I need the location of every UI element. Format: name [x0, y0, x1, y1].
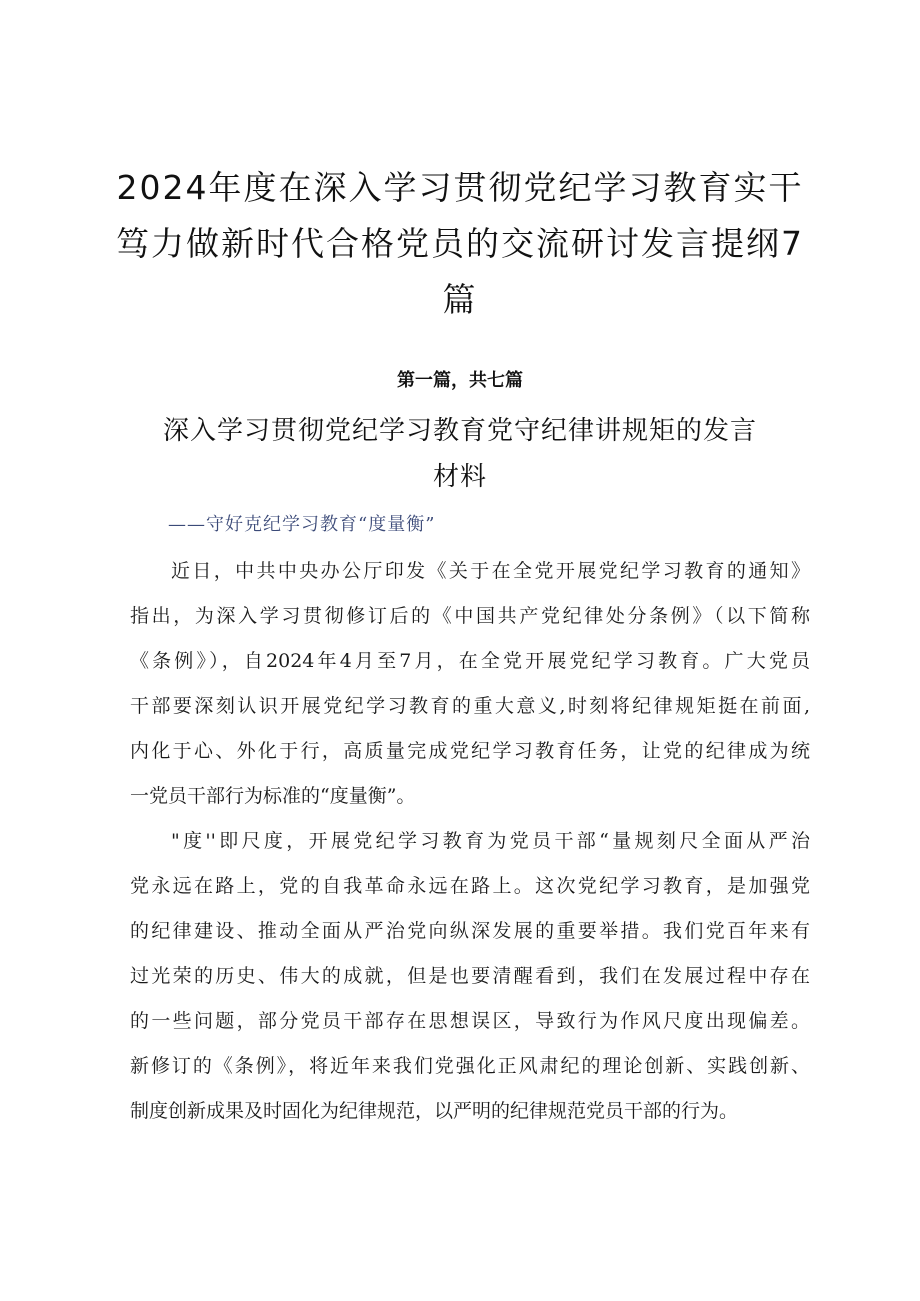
paragraph-line: 近日，中共中央办公厅印发《关于在全党开展党纪学习教育的通知》	[171, 560, 810, 582]
section-label: 第一篇，共七篇	[397, 370, 523, 391]
paragraph-line: 新修订的《条例》，将近年来我们党强化正风肃纪的理论创新、实践创新、	[130, 1055, 810, 1077]
paragraph-line: 一党员干部行为标准的“度量衡”。	[130, 785, 416, 807]
paragraph-line: 制度创新成果及时固化为纪律规范，以严明的纪律规范党员干部的行为。	[130, 1100, 739, 1122]
paragraph-line: 过光荣的历史、伟大的成就，但是也要清醒看到，我们在发展过程中存在	[130, 965, 810, 987]
title-line: 笃力做新时代合格党员的交流研讨发言提纲7	[116, 224, 804, 263]
article-title-line: 深入学习贯彻党纪学习教育党守纪律讲规矩的发言	[162, 416, 757, 446]
article-title-line: 材料	[432, 462, 487, 492]
title-line: 2024年度在深入学习贯彻党纪学习教育实干	[116, 168, 804, 207]
byline: ——守好克纪学习教育“度量衡”	[168, 514, 436, 535]
paragraph-line: 的纪律建设、推动全面从严治党向纵深发展的重要举措。我们党百年来有	[130, 920, 810, 942]
paragraph-1	[130, 549, 810, 819]
document-title	[110, 160, 810, 328]
paragraph-line: 党永远在路上，党的自我革命永远在路上。这次党纪学习教育，是加强党	[130, 875, 810, 897]
paragraph-line: "度''即尺度，开展党纪学习教育为党员干部“量规刻尺全面从严治	[171, 830, 810, 852]
paragraph-line: 指出，为深入学习贯彻修订后的《中国共产党纪律处分条例》（以下简称	[130, 605, 810, 627]
article-title	[130, 408, 790, 500]
paragraph-line: 的一些问题，部分党员干部存在思想误区，导致行为作风尺度出现偏差。	[130, 1010, 810, 1032]
paragraph-2	[130, 819, 810, 1134]
title-line: 篇	[442, 280, 478, 319]
paragraph-line: 《条例》），自2024年4月至7月，在全党开展党纪学习教育。广大党员	[130, 650, 810, 672]
paragraph-line: 内化于心、外化于行，高质量完成党纪学习教育任务，让党的纪律成为统	[130, 740, 810, 762]
paragraph-line: 干部要深刻认识开展党纪学习教育的重大意义,时刻将纪律规矩挺在前面,	[130, 695, 810, 717]
